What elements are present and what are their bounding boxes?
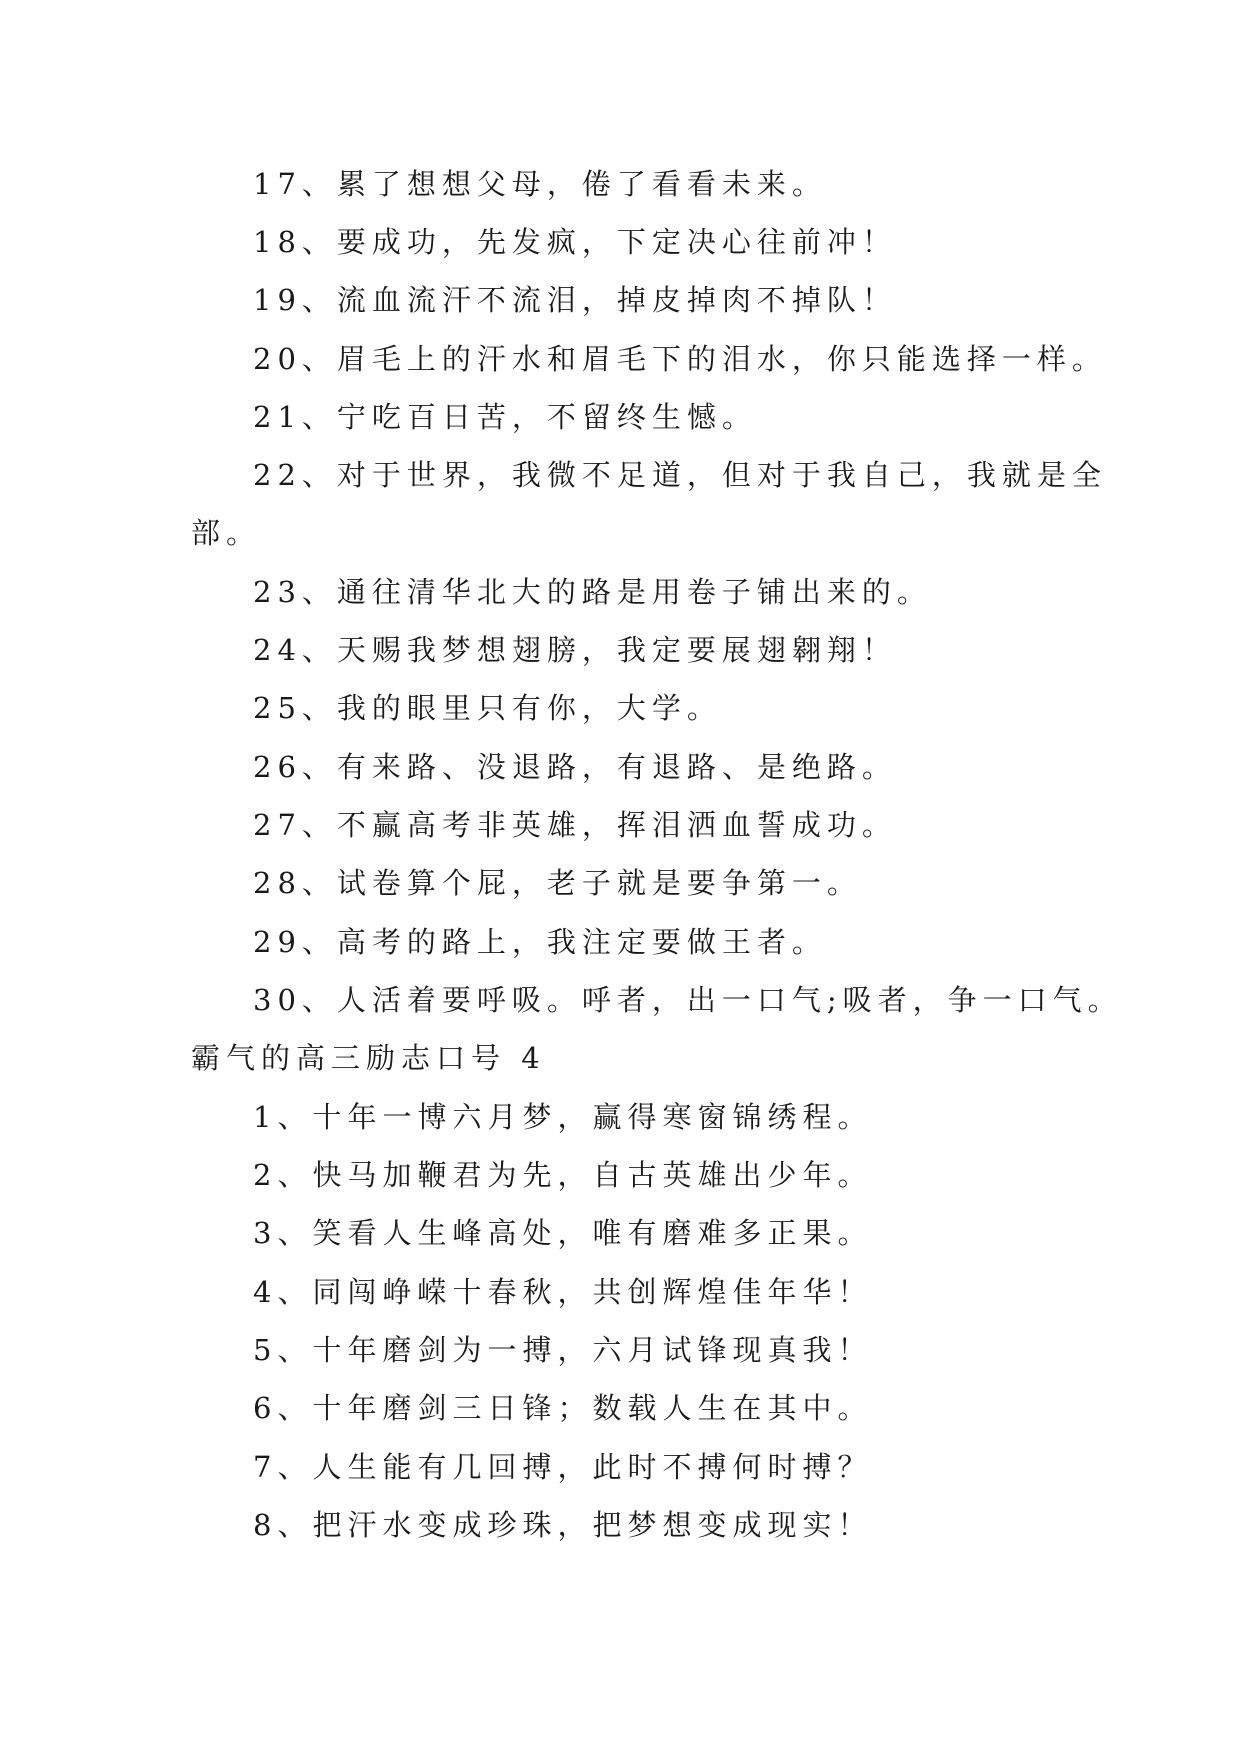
slogan-line: 23、通往清华北大的路是用卷子铺出来的。	[253, 575, 932, 609]
section-slogan-line: 8、把汗水变成珍珠，把梦想变成现实！	[253, 1508, 873, 1542]
slogan-line: 22、对于世界，我微不足道，但对于我自己，我就是全	[253, 458, 1107, 492]
section-title: 霸气的高三励志口号 4	[191, 1041, 546, 1075]
slogan-line: 25、我的眼里只有你，大学。	[253, 691, 722, 725]
section-slogan-line: 3、笑看人生峰高处，唯有磨难多正果。	[253, 1216, 873, 1250]
slogan-line: 28、试卷算个屁，老子就是要争第一。	[253, 866, 862, 900]
slogan-line: 27、不赢高考非英雄，挥泪洒血誓成功。	[253, 808, 897, 842]
slogan-line: 26、有来路、没退路，有退路、是绝路。	[253, 750, 897, 784]
section-slogan-line: 7、人生能有几回搏，此时不搏何时搏？	[253, 1450, 873, 1484]
section-slogan-line: 6、十年磨剑三日锋；数载人生在其中。	[253, 1391, 873, 1425]
slogan-line: 30、人活着要呼吸。呼者，出一口气;吸者，争一口气。	[253, 983, 1123, 1017]
slogan-line: 17、累了想想父母，倦了看看未来。	[253, 167, 827, 201]
slogan-line: 19、流血流汗不流泪，掉皮掉肉不掉队！	[253, 283, 897, 317]
slogan-line: 18、要成功，先发疯，下定决心往前冲！	[253, 225, 897, 259]
section-slogan-line: 4、同闯峥嵘十春秋，共创辉煌佳年华！	[253, 1275, 873, 1309]
slogan-line: 24、天赐我梦想翅膀，我定要展翅翱翔！	[253, 633, 897, 667]
section-slogan-line: 5、十年磨剑为一搏，六月试锋现真我！	[253, 1333, 873, 1367]
section-slogan-line: 1、十年一博六月梦，赢得寒窗锦绣程。	[253, 1100, 873, 1134]
section-slogan-line: 2、快马加鞭君为先，自古英雄出少年。	[253, 1158, 873, 1192]
slogan-line: 21、宁吃百日苦，不留终生憾。	[253, 400, 757, 434]
slogan-line: 29、高考的路上，我注定要做王者。	[253, 925, 827, 959]
slogan-line: 20、眉毛上的汗水和眉毛下的泪水，你只能选择一样。	[253, 342, 1107, 376]
slogan-line-continuation: 部。	[191, 516, 262, 550]
